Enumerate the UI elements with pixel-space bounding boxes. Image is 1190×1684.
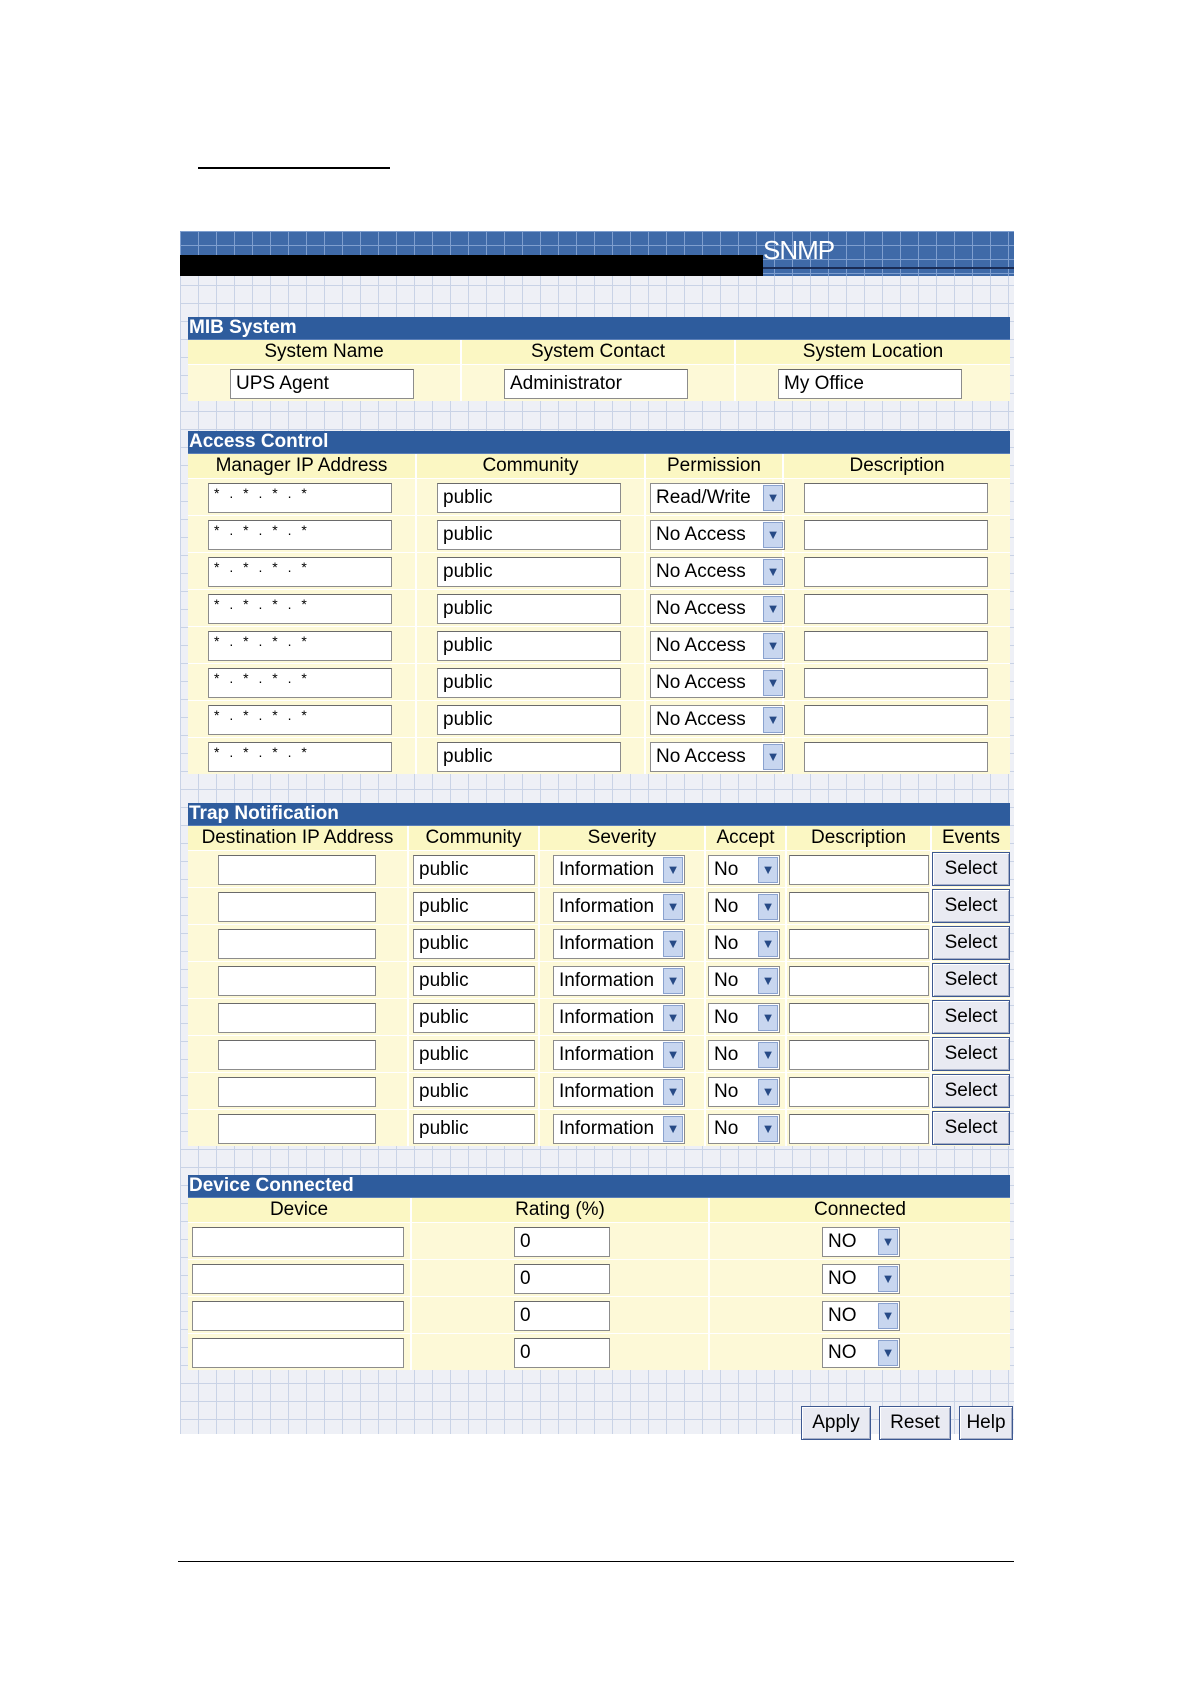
connected-value: NO: [828, 1231, 857, 1252]
chevron-down-icon[interactable]: ▼: [763, 670, 783, 696]
col-destination-ip: Destination IP Address: [188, 826, 409, 850]
destination-ip-input[interactable]: [218, 929, 376, 959]
col-system-contact: System Contact: [462, 340, 736, 364]
chevron-down-icon[interactable]: ▼: [878, 1266, 898, 1292]
chevron-down-icon[interactable]: ▼: [758, 1005, 778, 1031]
table-row: [188, 700, 1010, 737]
connected-select[interactable]: [822, 1338, 900, 1368]
accept-select[interactable]: [708, 1040, 780, 1070]
table-row: [188, 515, 1010, 552]
chevron-down-icon[interactable]: ▼: [758, 894, 778, 920]
manager-ip-input[interactable]: * . * . * . *: [208, 483, 392, 513]
severity-value: Information: [559, 970, 655, 991]
destination-ip-input[interactable]: [218, 966, 376, 996]
severity-select[interactable]: [553, 1114, 685, 1144]
rating-input[interactable]: 0: [514, 1301, 610, 1331]
chevron-down-icon[interactable]: ▼: [663, 1079, 683, 1105]
table-row: [188, 1109, 1010, 1146]
rating-input[interactable]: 0: [514, 1227, 610, 1257]
severity-select[interactable]: [553, 966, 685, 996]
system-location-input[interactable]: My Office: [778, 369, 962, 399]
col-permission: Permission: [646, 454, 784, 478]
banner: [180, 231, 1014, 276]
community-input[interactable]: public: [413, 1114, 535, 1144]
destination-ip-input[interactable]: [218, 892, 376, 922]
chevron-down-icon[interactable]: ▼: [663, 1042, 683, 1068]
accept-select[interactable]: [708, 1003, 780, 1033]
select-events-button[interactable]: Select: [932, 889, 1010, 923]
severity-select[interactable]: [553, 1003, 685, 1033]
accept-value: No: [714, 933, 739, 954]
manager-ip-input[interactable]: * . * . * . *: [208, 631, 392, 661]
manager-ip-input[interactable]: * . * . * . *: [208, 594, 392, 624]
chevron-down-icon[interactable]: ▼: [663, 931, 683, 957]
chevron-down-icon[interactable]: ▼: [663, 968, 683, 994]
select-events-button[interactable]: Select: [932, 1037, 1010, 1071]
accept-value: No: [714, 970, 739, 991]
severity-value: Information: [559, 1118, 655, 1139]
col-events: Events: [941, 827, 1001, 848]
accept-select[interactable]: [708, 892, 780, 922]
chevron-down-icon[interactable]: ▼: [758, 1042, 778, 1068]
community-input[interactable]: public: [413, 855, 535, 885]
rating-input[interactable]: 0: [514, 1264, 610, 1294]
destination-ip-input[interactable]: [218, 855, 376, 885]
table-row: [188, 552, 1010, 589]
connected-value: NO: [828, 1268, 857, 1289]
chevron-down-icon[interactable]: ▼: [763, 633, 783, 659]
permission-select[interactable]: [650, 520, 785, 550]
description-input[interactable]: [789, 929, 929, 959]
table-row: [188, 1259, 1010, 1296]
system-contact-input[interactable]: Administrator: [504, 369, 688, 399]
severity-select[interactable]: [553, 855, 685, 885]
chevron-down-icon[interactable]: ▼: [663, 857, 683, 883]
accept-select[interactable]: [708, 855, 780, 885]
community-input[interactable]: public: [437, 742, 621, 772]
section-header: Device Connected: [188, 1175, 1010, 1198]
device-input[interactable]: [192, 1338, 404, 1368]
permission-value: No Access: [656, 524, 746, 545]
connected-select[interactable]: [822, 1264, 900, 1294]
chevron-down-icon[interactable]: ▼: [763, 744, 783, 770]
banner-redaction: [180, 255, 763, 276]
help-button[interactable]: Help: [959, 1406, 1013, 1440]
permission-select[interactable]: [650, 594, 785, 624]
table-row: [188, 589, 1010, 626]
col-description: Description: [787, 826, 932, 850]
table-row: [188, 887, 1010, 924]
table-row: [188, 998, 1010, 1035]
section-header: Access Control: [188, 431, 1010, 454]
access-control-section: [188, 431, 1010, 774]
description-input[interactable]: [804, 557, 988, 587]
banner-underline: [763, 267, 1014, 269]
permission-value: No Access: [656, 746, 746, 767]
accept-value: No: [714, 896, 739, 917]
community-input[interactable]: public: [413, 892, 535, 922]
accept-value: No: [714, 859, 739, 880]
device-connected-section: [188, 1175, 1010, 1370]
mib-column-headers: [188, 340, 1010, 364]
chevron-down-icon[interactable]: ▼: [663, 1116, 683, 1142]
chevron-down-icon[interactable]: ▼: [763, 522, 783, 548]
permission-value: No Access: [656, 635, 746, 656]
community-input[interactable]: public: [437, 483, 621, 513]
accept-select[interactable]: [708, 1077, 780, 1107]
device-column-headers: [188, 1198, 1010, 1222]
access-column-headers: [188, 454, 1010, 478]
community-input[interactable]: public: [437, 668, 621, 698]
page-title: SNMP: [763, 235, 835, 265]
destination-ip-input[interactable]: [218, 1114, 376, 1144]
table-row: [188, 1222, 1010, 1259]
select-events-button[interactable]: Select: [932, 852, 1010, 886]
severity-select[interactable]: [553, 1040, 685, 1070]
permission-value: No Access: [656, 598, 746, 619]
manager-ip-input[interactable]: * . * . * . *: [208, 742, 392, 772]
table-row: [188, 663, 1010, 700]
severity-value: Information: [559, 1081, 655, 1102]
section-header: MIB System: [188, 317, 1010, 340]
severity-value: Information: [559, 933, 655, 954]
col-rating: Rating (%): [412, 1198, 710, 1222]
col-connected: Connected: [814, 1199, 906, 1220]
col-severity: Severity: [540, 826, 706, 850]
table-row: [188, 1072, 1010, 1109]
description-input[interactable]: [789, 1114, 929, 1144]
col-community: Community: [409, 826, 540, 850]
chevron-down-icon[interactable]: ▼: [878, 1303, 898, 1329]
chevron-down-icon[interactable]: ▼: [763, 559, 783, 585]
community-input[interactable]: public: [413, 966, 535, 996]
chevron-down-icon[interactable]: ▼: [663, 1005, 683, 1031]
chevron-down-icon[interactable]: ▼: [758, 857, 778, 883]
description-input[interactable]: [789, 1077, 929, 1107]
permission-value: No Access: [656, 672, 746, 693]
permission-value: Read/Write: [656, 487, 751, 508]
accept-value: No: [714, 1081, 739, 1102]
chevron-down-icon[interactable]: ▼: [763, 707, 783, 733]
permission-value: No Access: [656, 561, 746, 582]
chevron-down-icon[interactable]: ▼: [758, 1079, 778, 1105]
col-system-location: System Location: [802, 341, 944, 362]
severity-value: Information: [559, 859, 655, 880]
select-events-button[interactable]: Select: [932, 926, 1010, 960]
table-row: [188, 924, 1010, 961]
community-input[interactable]: public: [413, 929, 535, 959]
permission-value: No Access: [656, 709, 746, 730]
rating-input[interactable]: 0: [514, 1338, 610, 1368]
description-input[interactable]: [789, 892, 929, 922]
severity-value: Information: [559, 1007, 655, 1028]
severity-select[interactable]: [553, 1077, 685, 1107]
table-row: [188, 1035, 1010, 1072]
col-community: Community: [417, 454, 646, 478]
permission-select[interactable]: [650, 631, 785, 661]
connected-select[interactable]: [822, 1301, 900, 1331]
permission-select[interactable]: [650, 705, 785, 735]
description-input[interactable]: [789, 855, 929, 885]
reset-button[interactable]: Reset: [879, 1406, 951, 1440]
col-device: Device: [188, 1198, 412, 1222]
table-row: [188, 737, 1010, 774]
permission-select[interactable]: [650, 668, 785, 698]
col-description: Description: [849, 455, 945, 476]
permission-select[interactable]: [650, 742, 785, 772]
manager-ip-input[interactable]: * . * . * . *: [208, 557, 392, 587]
table-row: [188, 626, 1010, 663]
description-input[interactable]: [804, 705, 988, 735]
description-input[interactable]: [789, 1003, 929, 1033]
description-input[interactable]: [789, 1040, 929, 1070]
table-row: [188, 478, 1010, 515]
community-input[interactable]: public: [437, 594, 621, 624]
community-input[interactable]: public: [437, 557, 621, 587]
community-input[interactable]: public: [437, 705, 621, 735]
snmp-panel: [180, 231, 1014, 1434]
description-input[interactable]: [804, 742, 988, 772]
community-input[interactable]: public: [413, 1003, 535, 1033]
community-input[interactable]: public: [437, 520, 621, 550]
accept-select[interactable]: [708, 929, 780, 959]
connected-value: NO: [828, 1305, 857, 1326]
community-input[interactable]: public: [437, 631, 621, 661]
table-row: [188, 1296, 1010, 1333]
community-input[interactable]: public: [413, 1077, 535, 1107]
description-input[interactable]: [804, 631, 988, 661]
system-name-input[interactable]: UPS Agent: [230, 369, 414, 399]
col-manager-ip: Manager IP Address: [188, 454, 417, 478]
apply-button[interactable]: Apply: [801, 1406, 871, 1440]
accept-value: No: [714, 1007, 739, 1028]
table-row: [188, 1333, 1010, 1370]
permission-select[interactable]: [650, 483, 785, 513]
description-input[interactable]: [804, 483, 988, 513]
col-system-name: System Name: [188, 340, 462, 364]
trap-column-headers: [188, 826, 1010, 850]
connected-value: NO: [828, 1342, 857, 1363]
severity-select[interactable]: [553, 892, 685, 922]
description-input[interactable]: [804, 520, 988, 550]
section-header: Trap Notification: [188, 803, 1010, 826]
chevron-down-icon[interactable]: ▼: [763, 596, 783, 622]
severity-value: Information: [559, 1044, 655, 1065]
chevron-down-icon[interactable]: ▼: [758, 931, 778, 957]
manager-ip-input[interactable]: * . * . * . *: [208, 520, 392, 550]
permission-select[interactable]: [650, 557, 785, 587]
severity-select[interactable]: [553, 929, 685, 959]
chevron-down-icon[interactable]: ▼: [763, 485, 783, 511]
manager-ip-input[interactable]: * . * . * . *: [208, 668, 392, 698]
mib-system-section: [188, 317, 1010, 401]
accept-select[interactable]: [708, 1114, 780, 1144]
description-input[interactable]: [804, 668, 988, 698]
trap-notification-section: [188, 803, 1010, 1146]
mib-row: [188, 364, 1010, 401]
chevron-down-icon[interactable]: ▼: [878, 1340, 898, 1366]
device-input[interactable]: [192, 1301, 404, 1331]
accept-value: No: [714, 1044, 739, 1065]
chevron-down-icon[interactable]: ▼: [758, 1116, 778, 1142]
destination-ip-input[interactable]: [218, 1077, 376, 1107]
destination-ip-input[interactable]: [218, 1040, 376, 1070]
select-events-button[interactable]: Select: [932, 1074, 1010, 1108]
accept-select[interactable]: [708, 966, 780, 996]
description-input[interactable]: [804, 594, 988, 624]
table-row: [188, 850, 1010, 887]
select-events-button[interactable]: Select: [932, 963, 1010, 997]
description-input[interactable]: [789, 966, 929, 996]
device-input[interactable]: [192, 1227, 404, 1257]
table-row: [188, 961, 1010, 998]
destination-ip-input[interactable]: [218, 1003, 376, 1033]
connected-select[interactable]: [822, 1227, 900, 1257]
accept-value: No: [714, 1118, 739, 1139]
bottom-rule: [178, 1561, 1014, 1562]
select-events-button[interactable]: Select: [932, 1000, 1010, 1034]
device-input[interactable]: [192, 1264, 404, 1294]
top-rule: [198, 167, 390, 169]
chevron-down-icon[interactable]: ▼: [758, 968, 778, 994]
chevron-down-icon[interactable]: ▼: [878, 1229, 898, 1255]
community-input[interactable]: public: [413, 1040, 535, 1070]
severity-value: Information: [559, 896, 655, 917]
manager-ip-input[interactable]: * . * . * . *: [208, 705, 392, 735]
select-events-button[interactable]: Select: [932, 1111, 1010, 1145]
chevron-down-icon[interactable]: ▼: [663, 894, 683, 920]
col-accept: Accept: [706, 826, 787, 850]
